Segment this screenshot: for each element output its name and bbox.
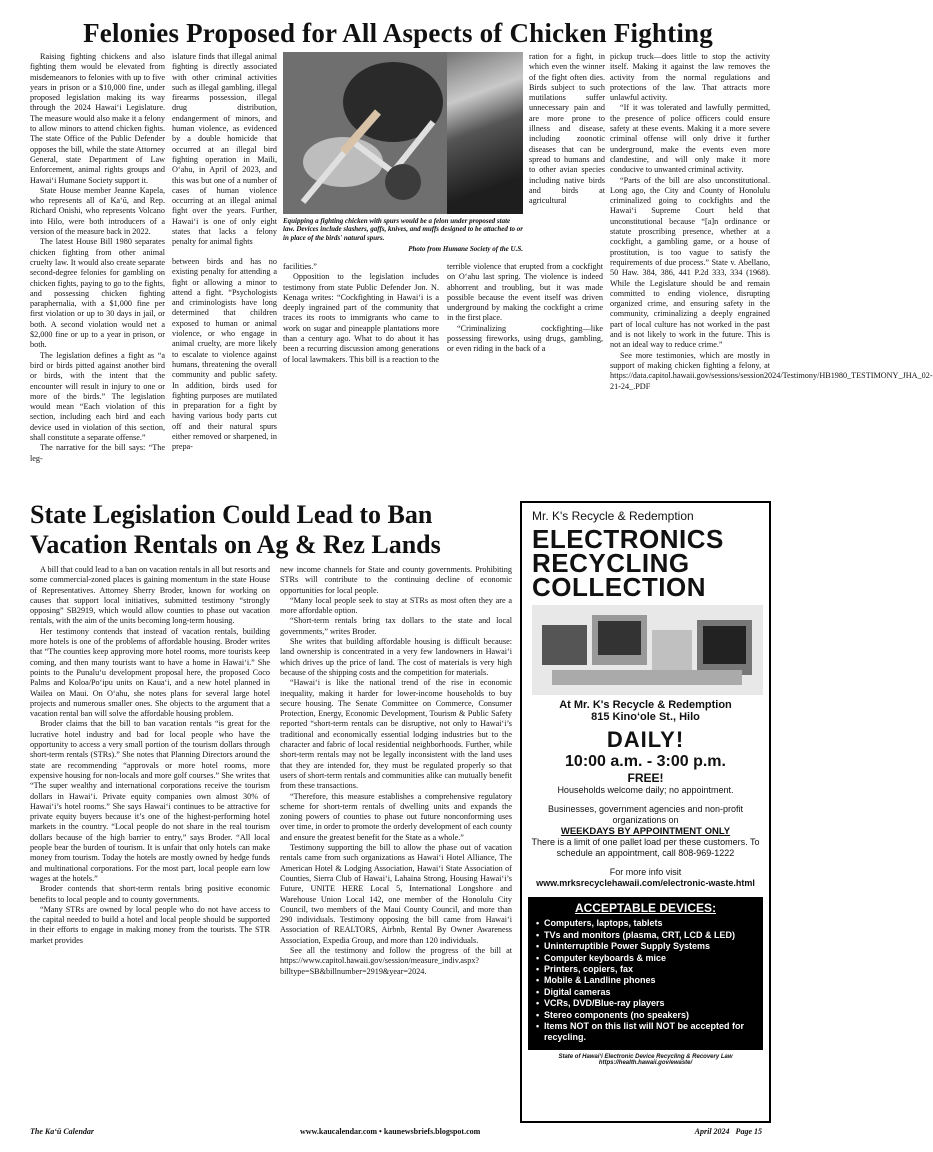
paragraph: “Short-term rentals bring tax dollars to the state and local governments,” writes Broder. xyxy=(280,616,512,636)
electronics-photo xyxy=(532,605,759,695)
paragraph: The narrative for the bill says: “The leg- xyxy=(30,443,165,463)
device-item: • Computer keyboards & mice xyxy=(536,953,755,964)
paragraph: islature finds that illegal animal fighting is directly associated with other criminal activities such as illegal gambling, illegal firearms possession, illegal drug distribution, endangerment of minors, and human violence, as evidenced by a double homicide that occurred at an illegal bird fighting operation in Maili, O‘ahu, in April of 2023, and this was but one of a number of cases of human violence occurring at an illegal animal fight over the years. Further, Hawai‘i is one of only eight states that lacks a felony penalty for animal fights xyxy=(172,52,277,247)
ad-title: ELECTRONICS RECYCLING COLLECTION xyxy=(532,524,724,602)
article1-column-3-right-of-photo xyxy=(529,52,605,268)
ad-weekdays: WEEKDAYS BY APPOINTMENT ONLY xyxy=(560,826,731,837)
paragraph: new income channels for State and county governments. Prohibiting STRs will contribute to the continuing decline of economic opportunities for local people. xyxy=(280,565,512,595)
paragraph: The legislation defines a fight as “a bird or birds pitted against another bird or birds, with the intent that the encounter will result in injury to one or more of the birds.” The legislation would mean “Each violation of this section, including each bird and each device used in violation of this section, shall constitute a separate offense.” xyxy=(30,350,165,442)
article1-column-3-text xyxy=(283,262,603,500)
ad-info: For more info visit xyxy=(609,867,682,877)
paragraph: “Criminalizing cockfighting—like possessing fireworks, using drugs, gambling, or even riding in the back of a xyxy=(447,323,603,354)
device-item: • TVs and monitors (plasma, CRT, LCD & LED) xyxy=(536,930,755,941)
paragraph: “Many STRs are owned by local people who do not have access to the capital needed to build a hotel and local people should be supported in their efforts to engage in making money from the tourists. The STR market provides xyxy=(30,904,270,945)
ad-daily: DAILY! xyxy=(606,727,685,752)
paragraph: A bill that could lead to a ban on vacation rentals in all but resorts and some commercial-zoned places is gaining momentum in the state House of Representatives. Attorney Sherry Broder, known for working on causes that support local initiatives, submitted testimony “strongly opposing” SB2919, which would allow counties to phase out vacation rentals, with the aim of the units becoming long-term housing. xyxy=(30,565,270,626)
devices-title: ACCEPTABLE DEVICES: xyxy=(574,901,717,915)
paragraph: Testimony supporting the bill to allow the phase out of vacation rentals came from such organizations as Hawai‘i Hotel Alliance, The American Hotel & Lodging Association, Hawai‘i State Association of Counties, Sierra Club of Hawai‘i, Lahaina Strong, Housing Hawai‘i’s Future, UNITE HERE Local 5, International Longshore and Warehouse Union Local 142, one member of the Honolulu City Council, two members of the Maui County Council, and more than 290 individuals. Testimony opposing the bill came from Hawai‘i Association of REALTORS, Airbnb, Rental By Owner Awareness Association, Expedia Group, and more than 120 individuals. xyxy=(280,843,512,945)
article2-column-2 xyxy=(280,565,512,1122)
paragraph: ration for a fight, in which even the winner of the fight often dies. Birds subject to such mutilations suffer unnecessary pain and are more prone to illness and disease, including zoonotic diseases that can be spread to humans and to other avian species including native birds and birds at agricultural xyxy=(529,52,605,206)
paragraph: between birds and has no existing penalty for attending a fight or allowing a minor to attend a fight. “Psychologists and criminologists have long determined that children exposed to human or animal violence, or who engage in animal cruelty, are more likely to escalate to violence against humans, threatening the overall community and public safety. In addition, birds used for fighting purposes are mutilated in preparation for a fight by having various body parts cut off and their natural spurs either removed or sharpened, in prepa- xyxy=(172,257,277,452)
ad-url[interactable]: www.mrksrecyclehawaii.com/electronic-waste.html xyxy=(536,878,755,888)
paragraph: The latest House Bill 1980 separates chicken fighting from other animal cruelty law. It would also create separate second-degree felonies for gambling on chicken fights, paying to go to the fights, and possessing chicken fighting paraphernalia, with a $1,000 fine per first violation or up to 30 days in jail, or both. A second violation would net a $2,000 fine or up to a year in prison, or both. xyxy=(30,237,165,350)
footer-publication: The Ka‘ū Calendar xyxy=(30,1127,95,1136)
paragraph: facilities.” xyxy=(283,262,317,271)
article1-column-2-continued xyxy=(172,257,277,500)
device-item: • Uninterruptible Power Supply Systems xyxy=(536,941,755,952)
device-item: • VCRs, DVD/Blue-ray players xyxy=(536,998,755,1009)
paragraph: Broder claims that the bill to ban vacation rentals “is great for the lucrative hotel industry and bad for local people who have the opportunity to access a very small portion of the tourism dollars through short-term rentals (STRs).” She notes that Planning Directors around the state are recommending “approvals or more hotel rooms, more expensive housing for non-locals and more golf courses.” She writes that “The super wealthy and international corporations receive the tourism dollars in Hawai‘i. Private equity companies own almost 30% of Hawai‘i’s hotel rooms.” She says Hawai‘i continues to be attractive for private equity buyers because it’s one of the highest-performing hotel markets in the country. “Local people do not share in the real tourism dollars because of the high barrier to entry,” says Broder. “All local people bear the burden of tourism. It is unfair that only hotels can make money from tourism. Today the hotels are mostly owned by hedge funds and multinational corporations. For the most part, local people earn low wages at the hotels.” xyxy=(30,719,270,883)
paragraph: See more testimonies, which are mostly in support of making chicken fighting a felony, at https://data.capitol.hawaii.gov/sessions/session2024/Testimony/HB1980_TESTIMONY_JHA_02-21-24_.PDF xyxy=(610,350,933,391)
photo-caption: Equipping a fighting chicken with spurs would be a felon under proposed state law. Devices include slashers, gaffs, knives, and muffs designed to be attached to or in place of the birds' natural spurs. xyxy=(283,217,524,242)
photo-credit: Photo from Humane Society of the U.S. xyxy=(408,245,523,253)
ad-free: FREE! xyxy=(627,771,664,785)
ad-footnote-url[interactable]: https://health.hawaii.gov/ewaste/ xyxy=(598,1059,693,1066)
ad-limit: There is a limit of one pallet load per these customers. To schedule an appointment, call 808-969-1222 xyxy=(531,837,760,858)
device-item: • Digital cameras xyxy=(536,987,755,998)
paragraph: State House member Jeanne Kapela, who represents all of Ka‘ū, and Rep. Richard Onishi, who represents Volcano into Hilo, were both introducers of a version of the measure back in 2022. xyxy=(30,185,165,237)
paragraph: See all the testimony and follow the progress of the bill at https://www.capitol.hawaii.gov/session/measure_indiv.aspx?billtype=SB&billnumber=2919&year=2024. xyxy=(280,945,512,976)
article2-headline: State Legislation Could Lead to Ban Vacation Rentals on Ag & Rez Lands xyxy=(30,500,441,559)
footer-websites[interactable]: www.kaucalendar.com • kaunewsbriefs.blogspot.com xyxy=(300,1127,481,1136)
paragraph: Broder contends that short-term rentals bring positive economic benefits to local people and to county governments. xyxy=(30,884,270,904)
paragraph: pickup truck—does little to stop the activity itself. Making it against the law removes the activity from the normal regulations and protections of the law. That attracts more unlawful activity. xyxy=(610,52,770,103)
recycling-ad xyxy=(520,501,771,1123)
article1-headline: Felonies Proposed for All Aspects of Chicken Fighting xyxy=(83,18,713,48)
acceptable-devices-box xyxy=(528,897,763,1050)
article1-column-4 xyxy=(610,52,933,472)
paragraph: Her testimony contends that instead of vacation rentals, building more hotels is one of the problems of affordable housing. Broder writes that “The counties keep approving more hotel rooms, more tourists keep coming, and then many tourists want to have a home in Hawai‘i.” She points to the Punalu‘u development proposal here, the proposed Coco Palms and Koloa/Po‘ipu units on Kaua‘i, and a new hotel planned in Wailea on Maui. On O‘ahu, she notes plans for several large hotel projects and numerous smaller ones. She objects to the argument that a vacation rental ban will solve the affordable housing problem. xyxy=(30,626,270,719)
ad-address-line2: 815 Kino‘ole St., Hilo xyxy=(591,711,700,723)
paragraph: “Many local people seek to stay at STRs as most often they are a more affordable option. xyxy=(280,595,512,616)
article2-column-1 xyxy=(30,565,270,1122)
paragraph: “Therefore, this measure establishes a comprehensive regulatory scheme for short-term rentals of dwelling units and expands the zoning powers of counties to phase out future nonconforming uses over time, in order to promote the orderly development of each county and ensure the greatest benefit for the State as a whole.” xyxy=(280,791,512,842)
chicken-spur-photo xyxy=(283,52,523,214)
device-item: • Mobile & Landline phones xyxy=(536,975,755,986)
ad-footnote-law: State of Hawai‘i Electronic Device Recycling & Recovery Law xyxy=(558,1053,733,1060)
device-item: • Computers, laptops, tablets xyxy=(536,918,755,929)
ad-households: Households welcome daily; no appointment. xyxy=(557,785,734,795)
ad-hours: 10:00 a.m. - 3:00 p.m. xyxy=(565,753,726,770)
footer-date-page: April 2024 Page 15 xyxy=(694,1127,762,1136)
paragraph: “Hawai‘i is like the national trend of the rise in economic inequality, making it harder for lower-income households to buy secure housing. The Senate Committee on Commerce, Consumer Protection, Energy, Economic Development, Tourism & Public Safety reported “short-term rentals can be disruptive, not only to Hawai‘i’s traditional and economically essential lodging industries but to the character and fabric of local residential neighborhoods. Further, while short-term rentals may not be legally inconsistent with the land uses that they are intended for, they must be regulated properly so that users of short-term rentals and communities alike can mutually benefit from these transactions. xyxy=(280,678,512,791)
ad-business-name: Mr. K's Recycle & Redemption xyxy=(532,509,694,523)
article1-column-1 xyxy=(30,52,165,500)
device-item: • Printers, copiers, fax xyxy=(536,964,755,975)
ad-address-line1: At Mr. K's Recycle & Redemption xyxy=(559,699,732,711)
devices-list xyxy=(536,918,755,1043)
ad-businesses: Businesses, government agencies and non-profit organizations on xyxy=(547,804,744,825)
article1-column-2 xyxy=(172,52,277,257)
paragraph: “Parts of the bill are also unconstitutional. Long ago, the City and County of Honolulu criminalized going to cockfights and the Hawai‘i Supreme Court held that unconstitutional because “[a]n ordinance or statute proscribing presence, whether at a cockfight, a gambling game, or a house of prostitution, is too vague to satisfy the requirements of due process.” State v. Abellano, 50 Haw. 384, 386, 441 P.2d 333, 334 (1968). While the Legislature should be and remain committed to ending violence, disrupting organized crime, and ensuring safety in the community, criminalizing a deeply engrained part of local culture has not worked in the past and is not likely to work in the future. This is not an ideal way to reduce crime.” xyxy=(610,175,770,350)
device-item: • Stereo components (no speakers) xyxy=(536,1010,755,1021)
paragraph: “If it was tolerated and lawfully permitted, the presence of police officers could ensure safety at these events. Making it a more severe criminal offense will only drive it further underground, make the events even more clandestine, and will only make it more conducive to unwanted criminal activity. xyxy=(610,103,770,175)
paragraph: Raising fighting chickens and also fighting them would be elevated from misdemeanors to felonies with up to five years in prison or a $10,000 fine, under proposed legislation making its way through the 2024 Hawai‘i Legislature. The measure would also make it a felony to allow minors to attend chicken fights. The state Office of the Public Defender opposes the bill, while the state Attorney General, state Department of Law Enforcement, animal rights groups and Hawai‘i Humane Society support it. xyxy=(30,52,165,185)
device-item: • Items NOT on this list will NOT be accepted for recycling. xyxy=(536,1021,755,1044)
paragraph: Opposition to the legislation includes testimony from state Public Defender Jon. N. Kenaga writes: “Cockfighting in Hawai‘i is a deeply ingrained part of the community that traces its roots to immigrants who came to work on sugar and pineapple plantations more than a century ago. What to do about it has been a recurring discussion among generations of local lawmakers. This bill is a reaction to the terrible violence that erupted from a cockfight on O‘ahu last spring. The violence is indeed abhorrent and troubling, but it was made possible because the event itself was driven underground by making the cockfight a crime in the first place. xyxy=(283,262,603,364)
paragraph: She writes that building affordable housing is difficult because: land ownership is concentrated in a very few landowners in Hawai‘i which drives up the price of land. The cost of materials is very high because of the shipping costs and the competition for materials. xyxy=(280,637,512,677)
